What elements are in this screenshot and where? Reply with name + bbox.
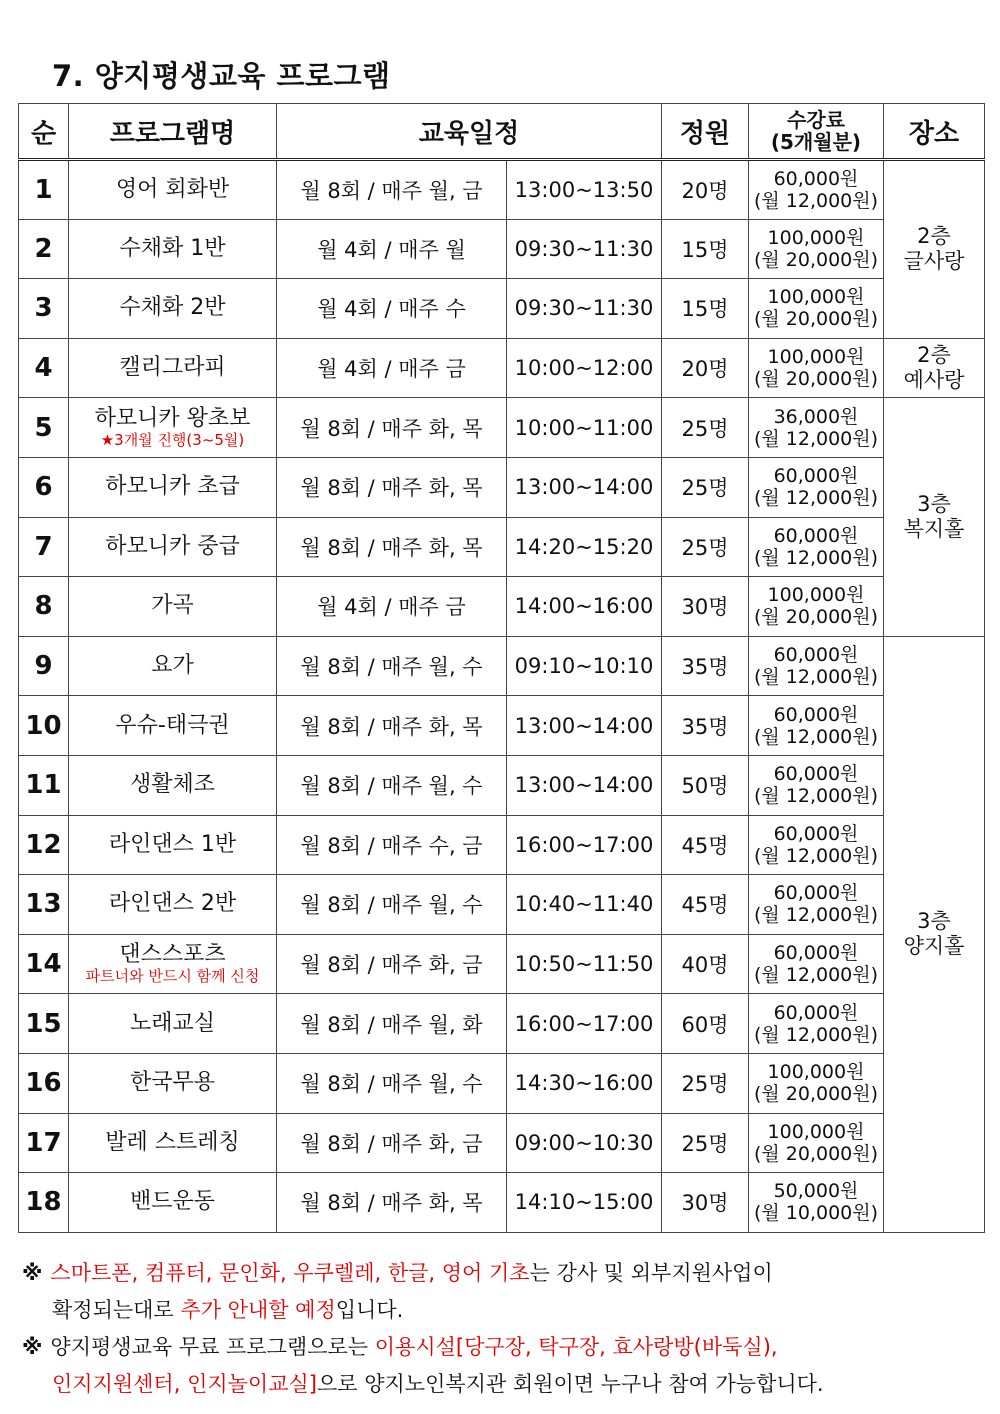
place: 3층 양지홀 [884, 636, 985, 1232]
table-row [19, 994, 985, 1054]
capacity: 25명 [662, 398, 749, 458]
fee: 100,000원 (월 20,000원) [749, 1113, 884, 1173]
capacity: 40명 [662, 934, 749, 994]
note-text: 입니다. [335, 1298, 404, 1322]
program-name-text: 수채화 2반 [119, 295, 226, 321]
schedule-days: 월 8회 / 매주 화, 목 [277, 1173, 507, 1233]
page-title: 7. 양지평생교육 프로그램 [52, 59, 391, 93]
capacity: 60명 [662, 994, 749, 1054]
fee: 60,000원 (월 12,000원) [749, 636, 884, 696]
schedule-days: 월 8회 / 매주 화, 목 [277, 517, 507, 577]
program-name [69, 755, 277, 815]
capacity: 25명 [662, 457, 749, 517]
capacity: 25명 [662, 1113, 749, 1173]
schedule-time: 14:20~15:20 [507, 517, 662, 577]
fee: 60,000원 (월 12,000원) [749, 696, 884, 756]
header-name: 프로그램명 [69, 104, 277, 160]
row-number: 4 [19, 338, 69, 398]
schedule-days: 월 8회 / 매주 월, 수 [277, 875, 507, 935]
program-name-text: 밴드운동 [129, 1189, 215, 1215]
schedule-time: 09:30~11:30 [507, 219, 662, 279]
schedule-time: 16:00~17:00 [507, 815, 662, 875]
row-number: 8 [19, 577, 69, 637]
schedule-time: 09:10~10:10 [507, 636, 662, 696]
note-1-text [50, 1261, 772, 1285]
schedule-days: 월 8회 / 매주 화, 금 [277, 934, 507, 994]
header-no: 순 [19, 104, 69, 160]
program-name [69, 398, 277, 458]
table-row [19, 696, 985, 756]
fee: 60,000원 (월 12,000원) [749, 517, 884, 577]
program-name [69, 457, 277, 517]
row-number: 1 [19, 160, 69, 220]
schedule-days: 월 8회 / 매주 월, 금 [277, 160, 507, 220]
capacity: 35명 [662, 636, 749, 696]
program-name-text: 캘리그라피 [119, 355, 226, 381]
table-row [19, 517, 985, 577]
schedule-time: 10:40~11:40 [507, 875, 662, 935]
header-row [19, 104, 985, 160]
program-name-text: 한국무용 [129, 1070, 215, 1096]
schedule-days: 월 8회 / 매주 화, 금 [277, 1113, 507, 1173]
table-row [19, 1053, 985, 1113]
reference-mark: ※ [22, 1261, 43, 1285]
schedule-days: 월 8회 / 매주 화, 목 [277, 696, 507, 756]
row-number: 13 [19, 875, 69, 935]
note-2-text [50, 1335, 777, 1359]
capacity: 30명 [662, 577, 749, 637]
program-name [69, 875, 277, 935]
table-body [19, 160, 985, 1233]
program-name-text: 댄스스포츠 [119, 942, 226, 968]
program-name-text: 수채화 1반 [119, 235, 226, 261]
fee: 60,000원 (월 12,000원) [749, 755, 884, 815]
table-row [19, 636, 985, 696]
program-note: ★3개월 진행(3~5월) [100, 430, 245, 449]
note-2 [22, 1329, 982, 1366]
row-number: 16 [19, 1053, 69, 1113]
schedule-days: 월 8회 / 매주 수, 금 [277, 815, 507, 875]
program-name-text: 노래교실 [129, 1010, 215, 1036]
program-name [69, 934, 277, 994]
note-1-continued [22, 1292, 982, 1329]
row-number: 2 [19, 219, 69, 279]
program-table [18, 103, 985, 1233]
row-number: 14 [19, 934, 69, 994]
note-text: 는 강사 및 외부지원사업이 [529, 1261, 773, 1285]
note-text: 으로 양지노인복지관 회원이면 누구나 참여 가능합니다. [316, 1372, 824, 1396]
program-name [69, 160, 277, 220]
capacity: 30명 [662, 1173, 749, 1233]
row-number: 15 [19, 994, 69, 1054]
schedule-time: 13:00~14:00 [507, 755, 662, 815]
capacity: 20명 [662, 160, 749, 220]
highlighted-text: 추가 안내할 예정 [180, 1298, 336, 1322]
row-number: 7 [19, 517, 69, 577]
schedule-days: 월 8회 / 매주 월, 수 [277, 636, 507, 696]
fee: 60,000원 (월 12,000원) [749, 815, 884, 875]
table-row [19, 398, 985, 458]
schedule-time: 14:00~16:00 [507, 577, 662, 637]
place: 2층 예사랑 [884, 338, 985, 398]
table-row [19, 219, 985, 279]
program-name [69, 517, 277, 577]
schedule-time: 09:30~11:30 [507, 279, 662, 339]
row-number: 18 [19, 1173, 69, 1233]
program-name-text: 라인댄스 1반 [108, 831, 237, 857]
capacity: 45명 [662, 875, 749, 935]
fee: 100,000원 (월 20,000원) [749, 577, 884, 637]
table-row [19, 1113, 985, 1173]
fee: 100,000원 (월 20,000원) [749, 338, 884, 398]
schedule-time: 10:00~11:00 [507, 398, 662, 458]
program-name [69, 219, 277, 279]
fee: 60,000원 (월 12,000원) [749, 160, 884, 220]
schedule-days: 월 4회 / 매주 수 [277, 279, 507, 339]
row-number: 12 [19, 815, 69, 875]
program-name [69, 1173, 277, 1233]
program-name-text: 하모니카 초급 [105, 474, 240, 500]
table-row [19, 279, 985, 339]
capacity: 15명 [662, 279, 749, 339]
capacity: 45명 [662, 815, 749, 875]
schedule-days: 월 8회 / 매주 화, 목 [277, 398, 507, 458]
program-name-text: 라인댄스 2반 [108, 891, 237, 917]
program-name [69, 1113, 277, 1173]
schedule-time: 14:30~16:00 [507, 1053, 662, 1113]
header-fee: 수강료 (5개월분) [749, 104, 884, 160]
note-1 [22, 1255, 982, 1292]
row-number: 11 [19, 755, 69, 815]
table-row [19, 815, 985, 875]
note-1-cont-text [52, 1298, 403, 1322]
reference-mark: ※ [22, 1335, 43, 1359]
row-number: 5 [19, 398, 69, 458]
table-row [19, 1173, 985, 1233]
program-name [69, 338, 277, 398]
place: 2층 글사랑 [884, 160, 985, 339]
capacity: 35명 [662, 696, 749, 756]
schedule-time: 16:00~17:00 [507, 994, 662, 1054]
capacity: 25명 [662, 1053, 749, 1113]
schedule-time: 14:10~15:00 [507, 1173, 662, 1233]
header-schedule: 교육일정 [277, 104, 662, 160]
header-capacity: 정원 [662, 104, 749, 160]
note-text: 확정되는대로 [52, 1298, 181, 1322]
program-name [69, 577, 277, 637]
program-name-text: 가곡 [151, 593, 194, 619]
program-name-text: 하모니카 왕초보 [94, 405, 251, 431]
schedule-days: 월 8회 / 매주 화, 목 [277, 457, 507, 517]
program-name [69, 636, 277, 696]
capacity: 20명 [662, 338, 749, 398]
fee: 100,000원 (월 20,000원) [749, 279, 884, 339]
row-number: 3 [19, 279, 69, 339]
schedule-days: 월 4회 / 매주 금 [277, 577, 507, 637]
schedule-days: 월 4회 / 매주 월 [277, 219, 507, 279]
highlighted-text: 스마트폰, 컴퓨터, 문인화, 우쿠렐레, 한글, 영어 기초 [50, 1261, 530, 1285]
schedule-days: 월 8회 / 매주 월, 수 [277, 1053, 507, 1113]
program-name-text: 발레 스트레칭 [105, 1129, 240, 1155]
fee: 60,000원 (월 12,000원) [749, 994, 884, 1054]
table-row [19, 934, 985, 994]
fee: 36,000원 (월 12,000원) [749, 398, 884, 458]
capacity: 25명 [662, 517, 749, 577]
program-name-text: 생활체조 [129, 772, 215, 798]
schedule-days: 월 8회 / 매주 월, 수 [277, 755, 507, 815]
table-row [19, 577, 985, 637]
highlighted-text: 인지지원센터, 인지놀이교실] [52, 1372, 317, 1396]
schedule-time: 09:00~10:30 [507, 1113, 662, 1173]
row-number: 9 [19, 636, 69, 696]
schedule-time: 10:00~12:00 [507, 338, 662, 398]
highlighted-text: 이용시설[당구장, 탁구장, 효사랑방(바둑실), [374, 1335, 778, 1359]
table-row [19, 457, 985, 517]
fee: 100,000원 (월 20,000원) [749, 219, 884, 279]
capacity: 50명 [662, 755, 749, 815]
row-number: 10 [19, 696, 69, 756]
program-name-text: 우슈-태극권 [115, 712, 230, 738]
row-number: 6 [19, 457, 69, 517]
program-name [69, 696, 277, 756]
table-row [19, 160, 985, 220]
table-row [19, 755, 985, 815]
program-name [69, 815, 277, 875]
capacity: 15명 [662, 219, 749, 279]
header-place: 장소 [884, 104, 985, 160]
program-name-text: 하모니카 중급 [105, 533, 240, 559]
schedule-time: 13:00~14:00 [507, 696, 662, 756]
schedule-time: 10:50~11:50 [507, 934, 662, 994]
program-name-text: 영어 회화반 [115, 176, 230, 202]
note-2-continued [22, 1366, 982, 1403]
row-number: 17 [19, 1113, 69, 1173]
program-name [69, 1053, 277, 1113]
table-row [19, 875, 985, 935]
program-name [69, 279, 277, 339]
notes [22, 1255, 982, 1403]
schedule-days: 월 4회 / 매주 금 [277, 338, 507, 398]
program-note: 파트너와 반드시 함께 신청 [85, 967, 260, 986]
table-row [19, 338, 985, 398]
schedule-time: 13:00~13:50 [507, 160, 662, 220]
note-text: 양지평생교육 무료 프로그램으로는 [50, 1335, 375, 1359]
fee: 60,000원 (월 12,000원) [749, 934, 884, 994]
fee: 60,000원 (월 12,000원) [749, 875, 884, 935]
note-2-cont-text [52, 1372, 824, 1396]
fee: 50,000원 (월 10,000원) [749, 1173, 884, 1233]
fee: 60,000원 (월 12,000원) [749, 457, 884, 517]
schedule-days: 월 8회 / 매주 월, 화 [277, 994, 507, 1054]
fee: 100,000원 (월 20,000원) [749, 1053, 884, 1113]
schedule-time: 13:00~14:00 [507, 457, 662, 517]
program-name [69, 994, 277, 1054]
place: 3층 복지홀 [884, 398, 985, 636]
program-name-text: 요가 [151, 653, 194, 679]
